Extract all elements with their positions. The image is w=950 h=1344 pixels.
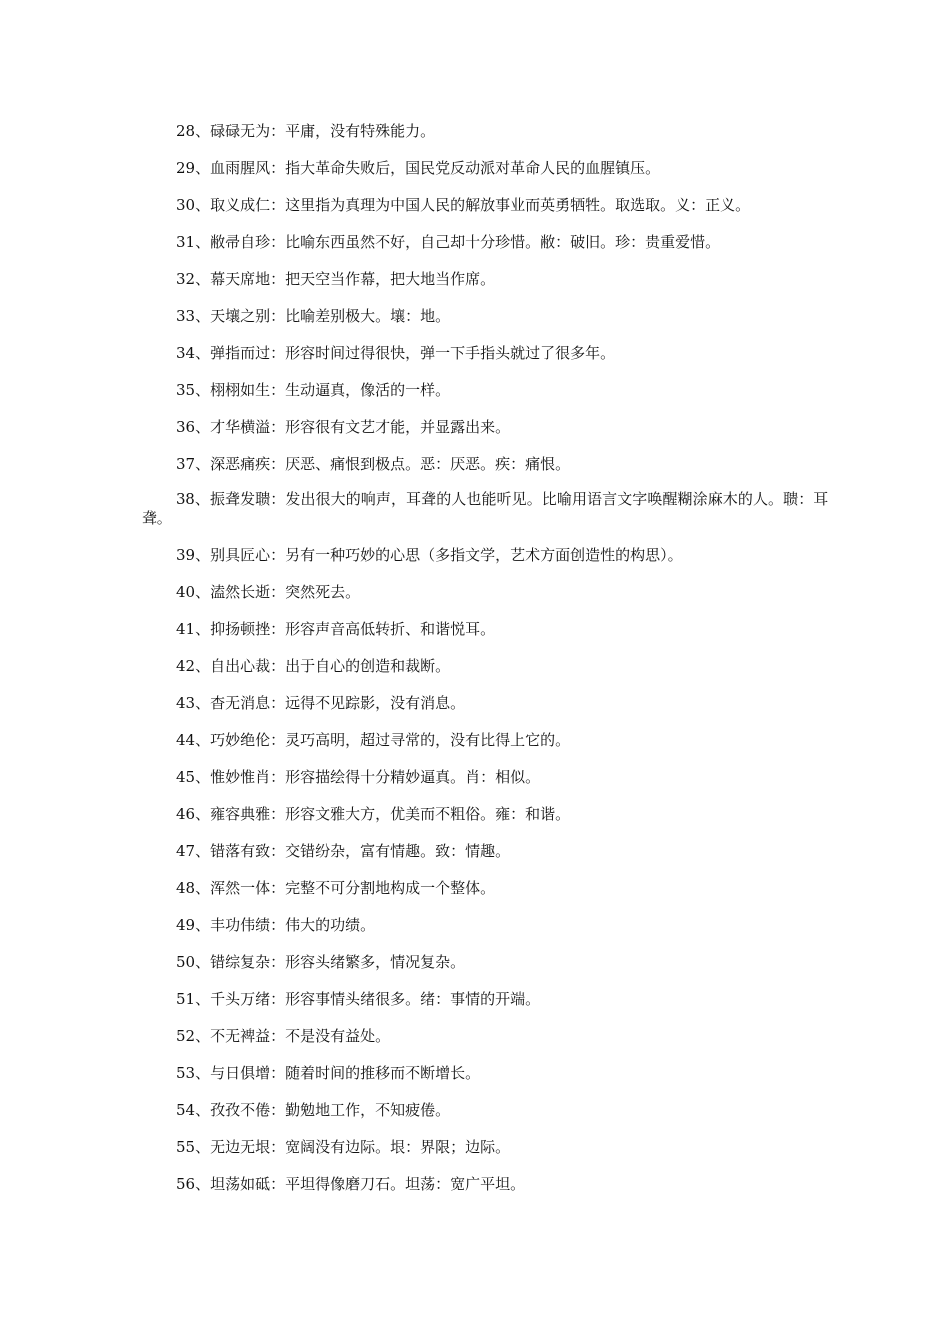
list-item: 46、雍容典雅：形容文雅大方，优美而不粗俗。雍：和谐。	[176, 805, 571, 823]
list-item: 51、千头万绪：形容事情头绪很多。绪：事情的开端。	[176, 990, 541, 1008]
idiom-list	[142, 120, 828, 1210]
list-item: 32、幕天席地：把天空当作幕，把大地当作席。	[176, 270, 496, 288]
list-item: 49、丰功伟绩：伟大的功绩。	[176, 916, 376, 934]
list-item: 30、取义成仁：这里指为真理为中国人民的解放事业而英勇牺牲。取选取。义：正义。	[176, 196, 751, 214]
list-item: 28、碌碌无为：平庸，没有特殊能力。	[176, 122, 436, 140]
list-item: 40、溘然长逝：突然死去。	[176, 583, 361, 601]
list-item: 50、错综复杂：形容头绪繁多，情况复杂。	[176, 953, 466, 971]
list-item: 55、无边无垠：宽阔没有边际。垠：界限；边际。	[176, 1138, 511, 1156]
list-item: 54、孜孜不倦：勤勉地工作，不知疲倦。	[176, 1101, 451, 1119]
list-item: 44、巧妙绝伦：灵巧高明，超过寻常的，没有比得上它的。	[176, 731, 571, 749]
list-item: 41、抑扬顿挫：形容声音高低转折、和谐悦耳。	[176, 620, 496, 638]
list-item: 42、自出心裁：出于自心的创造和裁断。	[176, 657, 451, 675]
list-item: 43、杳无消息：远得不见踪影，没有消息。	[176, 694, 466, 712]
list-item: 45、惟妙惟肖：形容描绘得十分精妙逼真。肖：相似。	[176, 768, 541, 786]
list-item: 29、血雨腥风：指大革命失败后，国民党反动派对革命人民的血腥镇压。	[176, 159, 661, 177]
list-item: 52、不无裨益：不是没有益处。	[176, 1027, 391, 1045]
list-item: 35、栩栩如生：生动逼真，像活的一样。	[176, 381, 451, 399]
list-item: 56、坦荡如砥：平坦得像磨刀石。坦荡：宽广平坦。	[176, 1175, 526, 1193]
list-item: 37、深恶痛疾：厌恶、痛恨到极点。恶：厌恶。疾：痛恨。	[176, 455, 571, 473]
list-item: 31、敝帚自珍：比喻东西虽然不好，自己却十分珍惜。敝：破旧。珍：贵重爱惜。	[176, 233, 721, 251]
list-item: 47、错落有致：交错纷杂，富有情趣。致：情趣。	[176, 842, 511, 860]
list-item: 53、与日俱增：随着时间的推移而不断增长。	[176, 1064, 481, 1082]
list-item: 48、浑然一体：完整不可分割地构成一个整体。	[176, 879, 496, 897]
list-item: 39、别具匠心：另有一种巧妙的心思（多指文学，艺术方面创造性的构思）。	[176, 546, 683, 564]
list-item: 36、才华横溢：形容很有文艺才能，并显露出来。	[176, 418, 511, 436]
list-item: 34、弹指而过：形容时间过得很快，弹一下手指头就过了很多年。	[176, 344, 616, 362]
list-item: 38、振聋发聩：发出很大的响声，耳聋的人也能听见。比喻用语言文字唤醒糊涂麻木的人。聩：耳聋。	[142, 490, 828, 527]
list-item: 33、天壤之别：比喻差别极大。壤：地。	[176, 307, 451, 325]
